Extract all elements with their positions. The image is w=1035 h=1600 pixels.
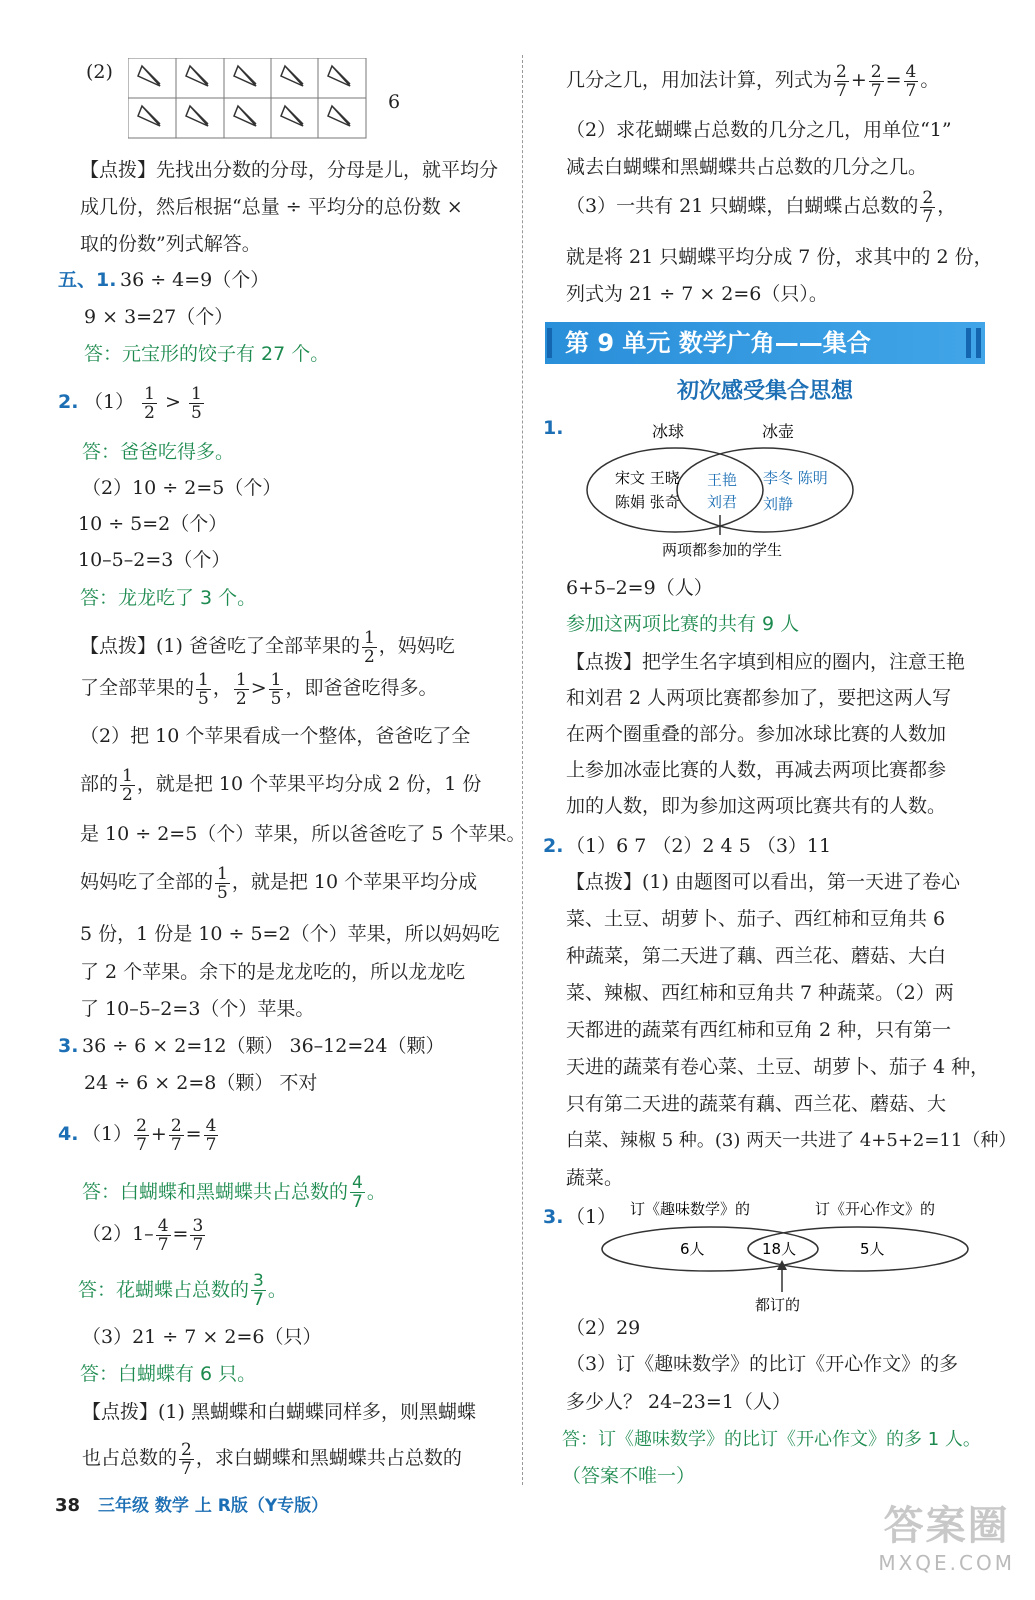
- q2-num: 2.: [58, 391, 79, 413]
- fraction-2-7: [834, 63, 849, 100]
- q4-part3: （3）21 ÷ 7 × 2=6（只）: [82, 1326, 322, 1348]
- plus-sign: +: [150, 1123, 167, 1145]
- text: ，即爸爸吃得多。: [285, 677, 438, 699]
- text: 妈妈吃了全部的: [80, 871, 214, 893]
- q3-num: 3.: [58, 1035, 79, 1057]
- frac-num: 4: [157, 1215, 169, 1236]
- text: 【点拨】(1) 爸爸吃了全部苹果的: [80, 635, 360, 657]
- text: 部的: [80, 773, 119, 795]
- tip-2-line-1: [80, 624, 455, 668]
- q2-p2-line-3: 10–5–2=3（个）: [78, 549, 231, 571]
- frac-num: 2: [836, 61, 847, 82]
- fraction-1-2: [234, 671, 249, 708]
- fraction-4-7: [350, 1174, 365, 1211]
- r-q3-num: 3.: [543, 1206, 564, 1228]
- r-line-6: 列式为 21 ÷ 7 × 2=6（只）。: [566, 283, 828, 305]
- page-footer: [55, 1488, 328, 1524]
- r-tip1-line-1: 【点拨】把学生名字填到相应的圈内，注意王艳: [566, 651, 966, 673]
- text: ，就是把 10 个苹果平均分成: [231, 871, 478, 893]
- frac-den: 7: [205, 1134, 217, 1155]
- text: 。: [920, 69, 940, 91]
- r-line-4: [566, 184, 956, 228]
- plus-sign: +: [850, 69, 867, 91]
- frac-den: 7: [905, 80, 917, 101]
- r-tip2-line-9: 蔬菜。: [566, 1167, 624, 1189]
- venn-right-names-1: 李冬 陈明: [763, 469, 828, 487]
- unit-banner: [545, 322, 985, 364]
- book-title: 三年级 数学 上 R版（Y专版）: [97, 1496, 329, 1516]
- watermark-text: 答案圈: [883, 1503, 1010, 1549]
- r-tip1-line-5: 加的人数，即为参加这两项比赛共有的人数。: [566, 795, 947, 817]
- frac-den: 5: [190, 402, 202, 423]
- frac-den: 5: [270, 688, 282, 709]
- r-q1-num: 1.: [543, 417, 564, 439]
- tip-2-line-4: [80, 762, 481, 806]
- equals-sign: =: [885, 69, 902, 91]
- venn-left-names-1: 宋文 王晓: [615, 469, 680, 487]
- frac-den: 7: [136, 1134, 147, 1155]
- r-q3-note: （答案不唯一）: [562, 1465, 696, 1487]
- frac-num: 1: [363, 627, 375, 648]
- s5-line-1: 36 ÷ 4=9（个）: [120, 269, 270, 291]
- frac-num: 2: [870, 61, 882, 82]
- fraction-1-2: [120, 767, 135, 804]
- text: ，妈妈吃: [378, 635, 455, 657]
- frac-num: 2: [922, 187, 934, 208]
- tip-2-line-7: 5 份，1 份是 10 ÷ 5=2（个）苹果，所以妈妈吃: [80, 923, 500, 945]
- venn-mid-name-1: 王艳: [707, 471, 738, 489]
- page-number: 38: [55, 1495, 81, 1516]
- s5-line-2: 9 × 3=27（个）: [84, 306, 234, 328]
- r-tip2-line-2: 菜、土豆、胡萝卜、茄子、西红柿和豆角共 6: [566, 908, 946, 930]
- fraction-2-7: [169, 1117, 184, 1154]
- r-line-2: （2）求花蝴蝶占总数的几分之几，用单位“1”: [566, 119, 952, 141]
- frac-num: 2: [181, 1439, 192, 1460]
- frac-den: 2: [144, 402, 155, 423]
- venn2-caption: 都订的: [755, 1296, 801, 1314]
- q2-answer-1: 答：爸爸吃得多。: [82, 441, 235, 463]
- frac-num: 2: [136, 1115, 147, 1136]
- r-tip2-line-1: 【点拨】(1) 由题图可以看出，第一天进了卷心: [566, 871, 960, 893]
- tip-1-line-3: 取的份数”列式解答。: [80, 233, 261, 255]
- banner-bar: [966, 328, 971, 358]
- fraction-1-5: [189, 385, 204, 422]
- r-q3-part3-line-2: 多少人？ 24–23=1（人）: [566, 1391, 791, 1413]
- tip-3-line-1: 【点拨】(1) 黑蝴蝶和白蝴蝶同样多，则黑蝴蝶: [82, 1401, 476, 1423]
- r-tip2-line-6: 天进的蔬菜有卷心菜、土豆、胡萝卜、茄子 4 种，: [566, 1056, 990, 1078]
- tip-1-line-1: 【点拨】先找出分数的分母，分母是儿，就平均分: [80, 159, 499, 181]
- q2-label: (2): [86, 61, 113, 83]
- q4-part2: [82, 1212, 207, 1256]
- text: （3）一共有 21 只蝴蝶，白蝴蝶占总数的: [566, 195, 919, 217]
- venn-mid-name-2: 刘君: [707, 493, 738, 511]
- q2-p2-line-1: （2）10 ÷ 2=5（个）: [82, 477, 282, 499]
- text: ，求白蝴蝶和黑蝴蝶共占总数的: [195, 1447, 462, 1469]
- tip-2-line-2: [80, 666, 437, 710]
- r-q3-answer: 答：订《趣味数学》的比订《开心作文》的多 1 人。: [562, 1429, 981, 1450]
- q4-answer-1: [82, 1170, 386, 1214]
- r-q3-part1-label: （1）: [566, 1206, 617, 1228]
- venn2-left-label: 订《趣味数学》的: [630, 1200, 751, 1218]
- r-tip2-line-7: 只有第二天进的蔬菜有藕、西兰花、蘑菇、大: [566, 1093, 947, 1115]
- venn-left-label: 冰球: [652, 422, 685, 441]
- q3-line-2: 24 ÷ 6 × 2=8（颗） 不对: [84, 1072, 318, 1094]
- text: ，: [937, 195, 957, 217]
- tip-3-line-2: [82, 1436, 462, 1480]
- tip-1-line-2: 成几份，然后根据“总量 ÷ 平均分的总份数 ×: [80, 196, 463, 218]
- q3-line-1: 36 ÷ 6 × 2=12（颗） 36–12=24（颗）: [82, 1035, 445, 1057]
- q4-num: 4.: [58, 1123, 79, 1145]
- r-line-1: [566, 58, 939, 102]
- venn-caption: 两项都参加的学生: [662, 541, 783, 559]
- fraction-1-2: [142, 385, 157, 422]
- watermark-url: MXQE.COM: [878, 1551, 1015, 1575]
- frac-num: 1: [235, 669, 247, 690]
- tip-2-line-6: [80, 860, 477, 904]
- fraction-2-7: [179, 1441, 194, 1478]
- text: ，就是把 10 个苹果平均分成 2 份，1 份: [136, 773, 482, 795]
- unit-title: 第 9 单元 数学广角——集合: [565, 329, 871, 357]
- q2-part1: [84, 380, 206, 424]
- q4-answer-2: [78, 1268, 287, 1312]
- r-line-3: 减去白蝴蝶和黑蝴蝶共占总数的几分之几。: [566, 156, 928, 178]
- r-tip2-line-3: 种蔬菜，第二天进了藕、西兰花、蘑菇、大白: [566, 945, 947, 967]
- r-q2-answer: （1）6 7 （2）2 4 5 （3）11: [566, 835, 832, 857]
- venn-right-names-2: 刘静: [763, 495, 794, 513]
- frac-den: 7: [836, 80, 847, 101]
- frac-den: 5: [198, 688, 209, 709]
- q4-part1: [82, 1112, 220, 1156]
- r-q1-answer: 参加这两项比赛的共有 9 人: [566, 613, 800, 635]
- frac-num: 1: [217, 863, 228, 884]
- frac-den: 7: [192, 1234, 204, 1255]
- venn2-mid-val: 18人: [762, 1240, 797, 1258]
- r-tip1-line-2: 和刘君 2 人两项比赛都参加了，要把这两人写: [566, 687, 952, 709]
- tip-2-line-5: 是 10 ÷ 2=5（个）苹果，所以爸爸吃了 5 个苹果。: [80, 823, 526, 845]
- frac-num: 1: [198, 669, 209, 690]
- watermark-logo: [878, 1494, 1015, 1575]
- venn2-right-label: 订《开心作文》的: [815, 1200, 936, 1218]
- q2-p2-line-2: 10 ÷ 5=2（个）: [78, 513, 228, 535]
- frac-den: 7: [170, 1134, 182, 1155]
- text: 也占总数的: [82, 1447, 178, 1469]
- frac-den: 2: [363, 646, 375, 667]
- frac-num: 1: [122, 765, 133, 786]
- s5-answer: 答：元宝形的饺子有 27 个。: [84, 343, 330, 365]
- column-divider: [522, 55, 523, 1485]
- r-tip1-line-4: 上参加冰壶比赛的人数，再减去两项比赛都参: [566, 759, 947, 781]
- venn-diagram-sports: [580, 415, 860, 565]
- text: 答：花蝴蝶占总数的: [78, 1279, 250, 1301]
- shuttlecock-grid: [128, 58, 368, 140]
- r-q1-calc: 6+5–2=9（人）: [566, 577, 713, 599]
- equals-sign: =: [172, 1223, 189, 1245]
- r-q3-part2: （2）29: [566, 1317, 641, 1339]
- fraction-3-7: [251, 1272, 266, 1309]
- section-5-label: 五、1.: [58, 269, 117, 291]
- frac-num: 1: [270, 669, 282, 690]
- r-line-5: 就是将 21 只蝴蝶平均分成 7 份，求其中的 2 份，: [566, 246, 993, 268]
- compare-sign: >: [165, 391, 181, 413]
- frac-num: 1: [144, 383, 155, 404]
- q2-answer-2: 答：龙龙吃了 3 个。: [80, 587, 257, 609]
- frac-num: 4: [352, 1173, 363, 1193]
- frac-num: 4: [205, 1115, 217, 1136]
- text: 。: [267, 1279, 287, 1301]
- text: （1）: [82, 1123, 133, 1145]
- fraction-2-7: [920, 189, 935, 226]
- r-tip2-line-4: 菜、辣椒、西红柿和豆角共 7 种蔬菜。（2）两: [566, 982, 954, 1004]
- frac-den: 7: [253, 1290, 264, 1310]
- text: 几分之几，用加法计算，列式为: [566, 69, 833, 91]
- fraction-4-7: [904, 63, 919, 100]
- frac-den: 5: [217, 882, 228, 903]
- equals-sign: =: [185, 1123, 202, 1145]
- venn2-left-val: 6人: [680, 1240, 705, 1258]
- fraction-1-5: [215, 865, 230, 902]
- venn-left-circle: [587, 448, 763, 532]
- fraction-2-7: [869, 63, 884, 100]
- venn-right-circle: [677, 448, 853, 532]
- q4-answer-3: 答：白蝴蝶有 6 只。: [80, 1363, 257, 1385]
- frac-den: 7: [870, 80, 882, 101]
- tip-2-line-8: 了 2 个苹果。余下的是龙龙吃的，所以龙龙吃: [80, 961, 466, 983]
- r-tip2-line-8: 白菜、辣椒 5 种。(3) 两天一共进了 4+5+2=11（种）: [566, 1130, 1017, 1151]
- fraction-4-7: [156, 1217, 171, 1254]
- venn2-right-val: 5人: [860, 1240, 885, 1258]
- frac-num: 4: [905, 61, 917, 82]
- fraction-2-7: [134, 1117, 149, 1154]
- text: 。: [366, 1181, 386, 1203]
- venn-left-names-2: 陈娟 张奇: [615, 493, 680, 511]
- banner-bar: [547, 328, 552, 358]
- text: 了全部苹果的: [80, 677, 195, 699]
- compare-sign: >: [250, 677, 267, 699]
- r-tip1-line-3: 在两个圈重叠的部分。参加冰球比赛的人数加: [566, 723, 947, 745]
- venn-diagram-magazines: [600, 1194, 980, 1319]
- q2-p1-label: （1）: [84, 391, 135, 413]
- frac-num: 1: [190, 383, 202, 404]
- frac-den: 2: [235, 688, 247, 709]
- frac-num: 3: [253, 1271, 264, 1291]
- q2-answer-number: 6: [388, 91, 401, 113]
- frac-den: 7: [181, 1458, 192, 1479]
- text: 答：白蝴蝶和黑蝴蝶共占总数的: [82, 1181, 349, 1203]
- frac-num: 3: [192, 1215, 204, 1236]
- fraction-1-5: [269, 671, 284, 708]
- tip-2-line-9: 了 10–5–2=3（个）苹果。: [80, 998, 315, 1020]
- frac-den: 2: [122, 784, 133, 805]
- fraction-1-5: [196, 671, 211, 708]
- fraction-1-2: [362, 629, 377, 666]
- r-q2-num: 2.: [543, 835, 564, 857]
- frac-den: 7: [922, 206, 934, 227]
- fraction-3-7: [190, 1217, 205, 1254]
- r-q3-part3-line-1: （3）订《趣味数学》的比订《开心作文》的多: [566, 1353, 959, 1375]
- text: ，: [212, 677, 232, 699]
- frac-den: 7: [157, 1234, 169, 1255]
- section-title: 初次感受集合思想: [676, 379, 853, 404]
- venn-right-label: 冰壶: [762, 422, 795, 441]
- tip-2-line-3: （2）把 10 个苹果看成一个整体，爸爸吃了全: [80, 725, 471, 747]
- frac-den: 7: [352, 1192, 363, 1212]
- banner-bar: [976, 328, 981, 358]
- frac-num: 2: [170, 1115, 182, 1136]
- r-tip2-line-5: 天都进的蔬菜有西红柿和豆角 2 种，只有第一: [566, 1019, 952, 1041]
- fraction-4-7: [204, 1117, 219, 1154]
- text: （2）1–: [82, 1223, 154, 1245]
